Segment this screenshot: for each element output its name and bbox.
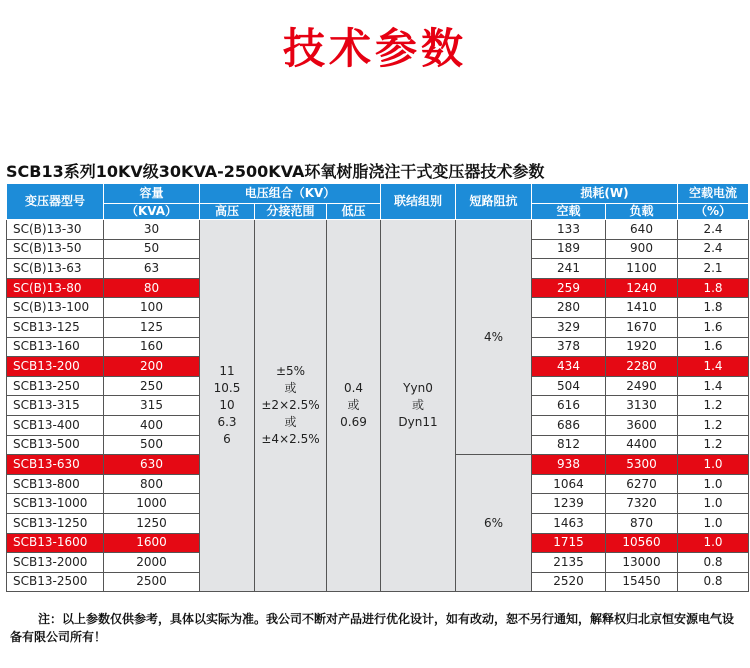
- cell-model: SCB13-500: [7, 435, 104, 455]
- cell-no-load-current: 2.1: [678, 259, 749, 279]
- cell-model: SC(B)13-80: [7, 278, 104, 298]
- cell-no-load-loss: 686: [532, 415, 606, 435]
- header-model: 变压器型号: [7, 184, 104, 220]
- header-low-voltage: 低压: [327, 204, 381, 220]
- cell-capacity: 200: [104, 357, 200, 377]
- cell-no-load-current: 2.4: [678, 220, 749, 240]
- cell-capacity: 1600: [104, 533, 200, 553]
- header-load: 负载: [606, 204, 678, 220]
- cell-no-load-current: 1.4: [678, 357, 749, 377]
- cell-no-load-current: 1.6: [678, 317, 749, 337]
- cell-load-loss: 15450: [606, 572, 678, 592]
- cell-no-load-current: 2.4: [678, 239, 749, 259]
- cell-load-loss: 5300: [606, 455, 678, 475]
- cell-no-load-current: 1.6: [678, 337, 749, 357]
- cell-model: SCB13-160: [7, 337, 104, 357]
- cell-capacity: 1250: [104, 513, 200, 533]
- header-capacity-unit: （KVA）: [104, 204, 200, 220]
- cell-model: SCB13-1250: [7, 513, 104, 533]
- cell-capacity: 50: [104, 239, 200, 259]
- cell-load-loss: 640: [606, 220, 678, 240]
- cell-no-load-loss: 504: [532, 376, 606, 396]
- cell-capacity: 80: [104, 278, 200, 298]
- header-tap-range: 分接范围: [255, 204, 327, 220]
- cell-load-loss: 3600: [606, 415, 678, 435]
- cell-model: SCB13-1000: [7, 494, 104, 514]
- cell-no-load-current: 1.2: [678, 415, 749, 435]
- cell-capacity: 315: [104, 396, 200, 416]
- cell-no-load-current: 0.8: [678, 572, 749, 592]
- cell-model: SCB13-200: [7, 357, 104, 377]
- header-row-1: [7, 184, 749, 204]
- cell-capacity: 2500: [104, 572, 200, 592]
- cell-load-loss: 7320: [606, 494, 678, 514]
- cell-capacity: 2000: [104, 553, 200, 573]
- header-connection: 联结组别: [381, 184, 456, 220]
- cell-model: SCB13-400: [7, 415, 104, 435]
- cell-load-loss: 10560: [606, 533, 678, 553]
- cell-capacity: 30: [104, 220, 200, 240]
- cell-load-loss: 1240: [606, 278, 678, 298]
- cell-no-load-current: 1.0: [678, 494, 749, 514]
- header-impedance: 短路阻抗: [456, 184, 532, 220]
- cell-load-loss: 1410: [606, 298, 678, 318]
- cell-capacity: 1000: [104, 494, 200, 514]
- cell-no-load-loss: 241: [532, 259, 606, 279]
- cell-load-loss: 2490: [606, 376, 678, 396]
- cell-capacity: 800: [104, 474, 200, 494]
- cell-load-loss: 1670: [606, 317, 678, 337]
- footnote: 注：以上参数仅供参考，具体以实际为准。我公司不断对产品进行优化设计，如有改动，恕不另行通知，解释权归北京恒安源电气设备有限公司所有！: [10, 612, 735, 644]
- cell-load-loss: 900: [606, 239, 678, 259]
- cell-no-load-loss: 938: [532, 455, 606, 475]
- cell-load-loss: 6270: [606, 474, 678, 494]
- header-capacity: 容量: [104, 184, 200, 204]
- cell-model: SCB13-2000: [7, 553, 104, 573]
- spec-table-body: [7, 220, 749, 592]
- cell-model: SCB13-800: [7, 474, 104, 494]
- cell-no-load-loss: 259: [532, 278, 606, 298]
- header-high-voltage: 高压: [200, 204, 255, 220]
- cell-no-load-loss: 329: [532, 317, 606, 337]
- header-voltage-group: 电压组合（KV）: [200, 184, 381, 204]
- cell-no-load-loss: 616: [532, 396, 606, 416]
- cell-impedance-6pct: 6%: [456, 455, 532, 592]
- cell-impedance-4pct: 4%: [456, 220, 532, 455]
- cell-load-loss: 1100: [606, 259, 678, 279]
- cell-no-load-loss: 280: [532, 298, 606, 318]
- spec-table: [6, 183, 749, 592]
- cell-no-load-loss: 2135: [532, 553, 606, 573]
- cell-capacity: 63: [104, 259, 200, 279]
- cell-model: SC(B)13-63: [7, 259, 104, 279]
- cell-load-loss: 13000: [606, 553, 678, 573]
- cell-capacity: 250: [104, 376, 200, 396]
- cell-low-voltage: 0.4 或 0.69: [327, 220, 381, 592]
- cell-model: SCB13-1600: [7, 533, 104, 553]
- cell-model: SCB13-630: [7, 455, 104, 475]
- cell-no-load-loss: 189: [532, 239, 606, 259]
- cell-no-load-current: 1.8: [678, 278, 749, 298]
- cell-no-load-current: 1.4: [678, 376, 749, 396]
- cell-load-loss: 3130: [606, 396, 678, 416]
- cell-no-load-loss: 133: [532, 220, 606, 240]
- cell-no-load-loss: 434: [532, 357, 606, 377]
- cell-model: SCB13-250: [7, 376, 104, 396]
- cell-capacity: 500: [104, 435, 200, 455]
- cell-capacity: 630: [104, 455, 200, 475]
- page-title: 技术参数: [282, 24, 467, 73]
- cell-no-load-loss: 1239: [532, 494, 606, 514]
- cell-capacity: 400: [104, 415, 200, 435]
- header-row-2: [7, 204, 749, 220]
- cell-capacity: 100: [104, 298, 200, 318]
- cell-no-load-current: 1.0: [678, 455, 749, 475]
- cell-capacity: 160: [104, 337, 200, 357]
- cell-tap-range: ±5% 或 ±2×2.5% 或 ±4×2.5%: [255, 220, 327, 592]
- cell-high-voltage: 11 10.5 10 6.3 6: [200, 220, 255, 592]
- cell-no-load-current: 1.8: [678, 298, 749, 318]
- cell-load-loss: 2280: [606, 357, 678, 377]
- cell-model: SC(B)13-100: [7, 298, 104, 318]
- cell-no-load-current: 0.8: [678, 553, 749, 573]
- cell-no-load-loss: 2520: [532, 572, 606, 592]
- cell-load-loss: 4400: [606, 435, 678, 455]
- cell-no-load-current: 1.0: [678, 533, 749, 553]
- cell-no-load-current: 1.2: [678, 396, 749, 416]
- cell-load-loss: 1920: [606, 337, 678, 357]
- header-no-load-current: 空载电流: [678, 184, 749, 204]
- table-title: SCB13系列10KV级30KVA-2500KVA环氧树脂浇注干式变压器技术参数: [6, 162, 545, 181]
- cell-model: SCB13-2500: [7, 572, 104, 592]
- cell-no-load-loss: 378: [532, 337, 606, 357]
- cell-capacity: 125: [104, 317, 200, 337]
- cell-no-load-current: 1.0: [678, 513, 749, 533]
- cell-model: SC(B)13-30: [7, 220, 104, 240]
- cell-no-load-current: 1.0: [678, 474, 749, 494]
- cell-load-loss: 870: [606, 513, 678, 533]
- header-loss: 损耗(W): [532, 184, 678, 204]
- cell-no-load-current: 1.2: [678, 435, 749, 455]
- cell-no-load-loss: 1064: [532, 474, 606, 494]
- cell-no-load-loss: 1715: [532, 533, 606, 553]
- header-no-load: 空载: [532, 204, 606, 220]
- table-row: [7, 220, 749, 240]
- header-current-unit: （%）: [678, 204, 749, 220]
- cell-model: SCB13-125: [7, 317, 104, 337]
- cell-no-load-loss: 1463: [532, 513, 606, 533]
- cell-connection: Yyn0 或 Dyn11: [381, 220, 456, 592]
- cell-no-load-loss: 812: [532, 435, 606, 455]
- cell-model: SC(B)13-50: [7, 239, 104, 259]
- cell-model: SCB13-315: [7, 396, 104, 416]
